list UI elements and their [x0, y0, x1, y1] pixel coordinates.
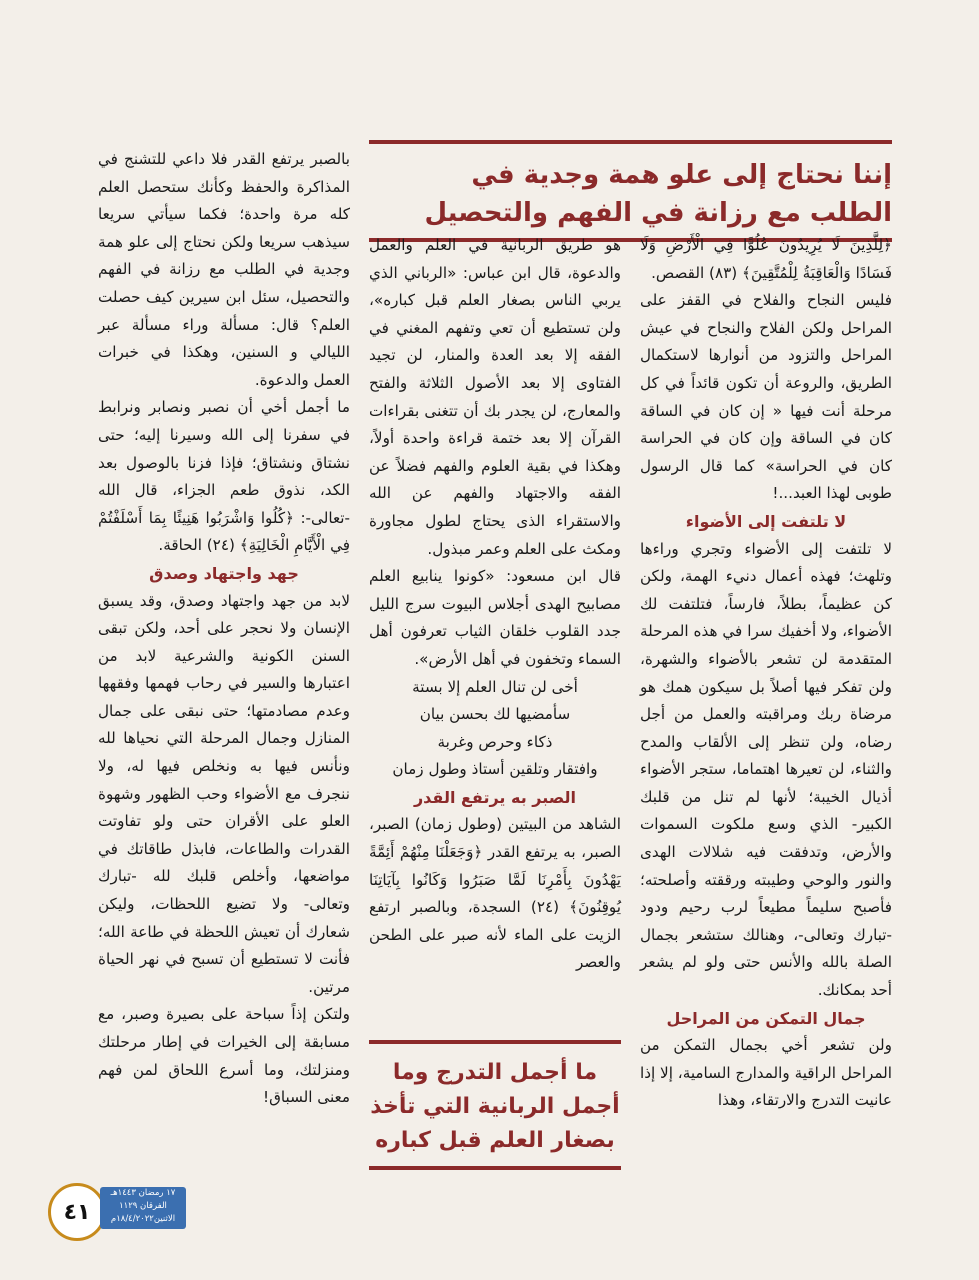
page-footer: [48, 1183, 188, 1239]
headline: [369, 140, 892, 242]
verse-qasas: ﴿لِلَّذِينَ لَا يُرِيدُونَ عُلُوًّا فِي الْأَرْضِ وَلَا فَسَادًا وَالْعَاقِبَةُ لِلْمُتَّقِينَ﴾ (٨٣) القصص.: [640, 236, 892, 282]
paragraph: الشاهد من البيتين (وطول زمان) الصبر، الصبر، به يرتفع القدر ﴿وَجَعَلْنَا مِنْهُمْ أَئِمَّةً يَهْدُونَ بِأَمْرِنَا لَمَّا صَبَرُوا وَكَانُوا بِآيَاتِنَا يُوقِنُونَ﴾ (٢٤) السجدة، وبالصبر ارتفع الزيت على الماء لأنه صبر على الطحن والعصر: [369, 815, 621, 972]
paragraph: لابد من جهد واجتهاد وصدق، وقد يسبق الإنسان ولا نحجر على أحد، ولكن تبقى السنن الكونية والشرعية لابد من اعتبارها والسير في رحاب فهمها وفقهها وعدم مصادمتها؛ حتى نبقى على جمال المنازل وجمال المرحلة التي نحياها لله ونأنس فيها به ونخلص فيها له، ولا ننجرف مع الأضواء وحب الظهور وشهوة العلو على الأقران حتى ولو تفاوتت القدرات والطاعات، فابذل طاقاتك في مواضعها، وأخلص قلبك لله -تبارك وتعالى- ولا تضيع اللحظات، وليكن شعارك أن تعيش اللحظة في طاعة الله؛ فأنت لا تستطيع أن تسبح في نهر الحياة مرتين.: [98, 591, 350, 996]
poem-line: سأمضيها لك بحسن بيان: [419, 705, 571, 724]
right-column: [640, 232, 892, 1115]
issue-day: الاثنين١٨/٤/٢٠٢٢م: [110, 1214, 176, 1224]
headline-line-1: إننا نحتاج إلى علو همة وجدية في: [471, 160, 892, 190]
subheading-lights: لا تلتفت إلى الأضواء: [685, 511, 847, 531]
middle-column: [369, 232, 621, 977]
paragraph: بالصبر يرتفع القدر فلا داعي للتشنج في المذاكرة والحفظ وكأنك ستحصل العلم كله مرة واحدة؛ فكما سيأتي سريعا سيذهب سريعا ولكن نحتاج إلى علو همة وجدية في الطلب مع رزانة في الفهم والتحصيل، سئل ابن سيرين كيف حصلت العلم؟ قال: مسألة وراء مسألة عبر الليالي و السنين، وهكذا في خبرات العمل والدعوة.: [98, 150, 350, 389]
issue-info: [100, 1187, 186, 1229]
pull-quote: [369, 1040, 621, 1170]
subheading-patience: الصبر به يرتفع القدر: [413, 787, 577, 807]
headline-line-2: الطلب مع رزانة في الفهم والتحصيل: [424, 198, 892, 228]
pull-quote-text: ما أجمل التدرج وما أجمل الربانية التي تأخذ بصغار العلم قبل كباره: [370, 1060, 620, 1153]
issue-title: الفرقان ١١٢٩: [119, 1201, 167, 1211]
issue-date: ١٧ رمضان ١٤٤٣هـ: [110, 1188, 176, 1198]
page-number: ٤١: [48, 1183, 106, 1241]
subheading-stages: جمال التمكن من المراحل: [666, 1008, 866, 1028]
poem-line: وافتقار وتلقين أستاذ وطول زمان: [392, 760, 598, 779]
paragraph: لا تلتفت إلى الأضواء وتجري وراءها وتلهث؛ فهذه أعمال دنيء الهمة، ولكن كن عظيماً، بطلاً، فارساً، فتلتفت لك الأضواء، ولا أخفيك سرا في هذه المرحلة المتقدمة لن تشعر بالأضواء والشهرة، ولن تفكر فيها أصلاً بل سيكون همك هو مرضاة ربك ومراقبته والعمل من أجل رضاه، ولن تنظر إلى الألقاب والمدح والثناء، لن تعيرها اهتماما، ستجر الأضواء أذيال الخيبة؛ لأنها لم تنل من قلبك الكبير- الذي وسع ملكوت السموات والأرض، وتدفقت فيه شلالات الهدى والنور والوحي وطيبته ورققته وأصلحته؛ فأصبح سليماً مطيعاً لرب رحيم ودود -تبارك وتعالى-، وهنالك ستشعر بجمال الصلة بالله والأنس حتى ولو لم يشعر أحد بمكانك.: [640, 539, 892, 1000]
poem-line: ذكاء وحرص وغربة: [437, 732, 553, 751]
poem-line: أخى لن تنال العلم إلا بستة: [412, 677, 578, 696]
left-column: [98, 146, 350, 1112]
paragraph: ولن تشعر أخي بجمال التمكن من المراحل الراقية والمدارج السامية، إلا إذا عانيت التدرج والارتقاء، وهذا: [640, 1036, 892, 1110]
paragraph: فليس النجاح والفلاح في القفز على المراحل ولكن الفلاح والنجاح في عيش المراحل والتزود من أنوارها لاستكمال الطريق، والروعة أن تكون قائداً في كل مرحلة أنت فيها « إن كان في الساقة كان في الساقة وإن كان في الحراسة كان في الحراسة» كما قال الرسول طوبى لهذا العبد...!: [640, 291, 892, 503]
paragraph: ما أجمل أخي أن نصبر ونصابر ونرابط في سفرنا إلى الله وسيرنا إليه؛ حتى نشتاق ونشتاق؛ فإذا فزنا بالوصول بعد الكد، نذوق طعم الجزاء، قال الله -تعالى-: ﴿كُلُوا وَاشْرَبُوا هَنِيئًا بِمَا أَسْلَفْتُمْ فِي الْأَيَّامِ الْخَالِيَةِ﴾ (٢٤) الحاقة.: [98, 398, 350, 555]
paragraph: ولتكن إذاً سباحة على بصيرة وصبر، مع مسابقة إلى الخيرات في إطار مرحلتك ومنزلتك، وما أسرع اللحاق لمن فهم معنى السباق!: [98, 1005, 350, 1107]
paragraph: قال ابن مسعود: «كونوا ينابيع العلم مصابيح الهدى أجلاس البيوت سرج الليل جدد القلوب خلقان الثياب تعرفون أهل السماء وتخفون في أهل الأرض».: [369, 567, 621, 668]
subheading-effort: جهد واجتهاد وصدق: [149, 563, 299, 583]
paragraph: هو طريق الربانية في العلم والعمل والدعوة، قال ابن عباس: «الرباني الذي يربي الناس بصغار العلم قبل كباره»، ولن تستطيع أن تعي وتفهم المغني في الفقه إلا بعد العدة والمنار، لن تجيد الفتاوى إلا بعد الأصول الثلاثة والفتح والمعارج، لن يجدر بك أن تتغنى بقراءات القرآن إلا بعد ختمة قراءة واحدة أولاً، وهكذا في بقية العلوم والفهم فضلاً عن الفقه والاجتهاد والفهم عن الله والاستقراء الذى يحتاج لطول مجاورة ومكث على العلم وعمر مبذول.: [369, 236, 621, 558]
